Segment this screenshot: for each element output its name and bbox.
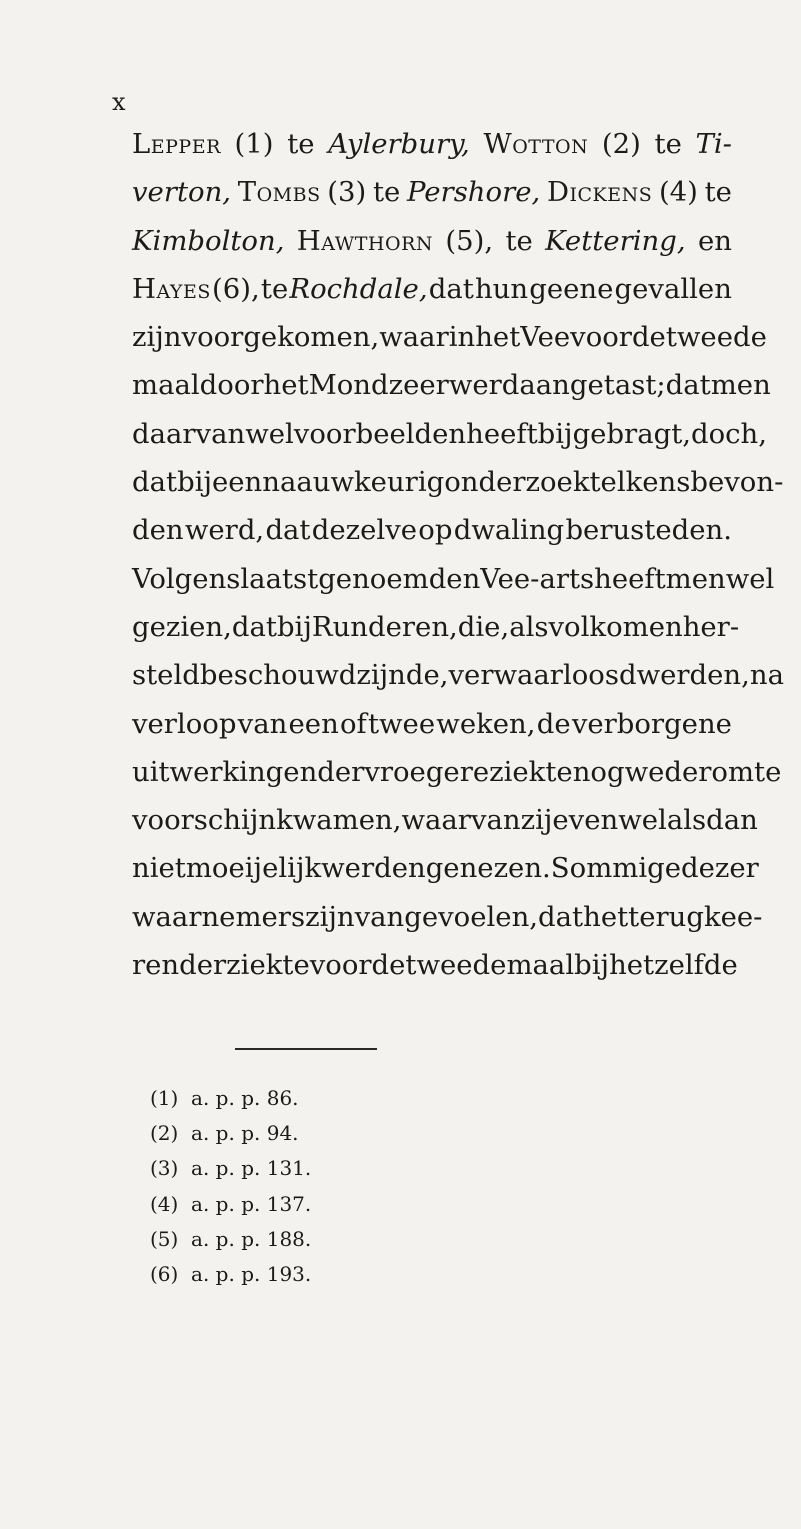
text-line [132,506,732,554]
word: of [340,707,367,740]
word: te [754,755,782,788]
word: naauwkeurig [262,466,445,499]
word: werd, [184,514,265,547]
text-line [132,313,767,361]
place-name: verton, [132,176,232,209]
word: aangetast; [519,369,666,402]
text-line [132,168,732,216]
place-name: Rochdale, [289,272,428,305]
word: (2) [601,128,641,160]
place-name: Aylerbury, [328,128,470,160]
word: bijgebragt, [537,417,691,450]
word: men [710,369,771,402]
word: te [704,176,732,209]
word: der [317,755,365,788]
word: dat [665,369,711,402]
word: (3) [327,176,367,209]
word: voor [570,321,632,354]
word: de [536,707,571,740]
word: een [288,707,339,740]
footnote: (1) a. p. p. 86. [150,1086,299,1110]
body-text [132,120,784,989]
word: hun [474,272,529,305]
author-name: Hayes [132,272,211,305]
text-line [132,603,740,651]
word: alsdan [666,804,758,837]
word: te [260,272,289,305]
text-line [132,796,758,844]
word: dat [265,514,311,547]
word: ziekte [489,755,573,788]
word: ziekte [226,949,310,982]
word: telkens [589,466,691,499]
word: volkomen [548,610,683,643]
word: en [697,224,732,257]
word: voorbeelden [293,417,467,450]
word: wel [725,562,775,595]
text-line [132,217,732,265]
footnote: (3) a. p. p. 131. [150,1156,312,1181]
footnote: (2) a. p. p. 94. [150,1121,299,1146]
word: weken, [436,707,536,740]
word: hetzelfde [609,949,738,982]
word: het [475,321,521,354]
word: twee [367,707,436,740]
word: verwaarloosd [448,659,637,692]
word: op [418,514,453,547]
word: als [509,610,549,643]
author-name: Dickens [546,176,653,209]
word: beschouwd [199,659,357,692]
word: tweede [665,321,767,354]
author-name: Wotton [483,128,589,160]
word: (1) [234,128,274,160]
word: ren [132,949,180,982]
word: her- [682,610,740,643]
word: de [371,949,406,982]
text-line [132,893,763,941]
word: waarvan [401,804,521,837]
text-line [132,458,784,506]
place-name: Ti- [695,128,732,160]
word: bevon- [690,466,784,499]
word: niet [132,852,186,885]
word: der [179,949,227,982]
word: kwamen, [276,804,402,837]
word: dwaling [453,514,565,547]
word: den [132,514,184,547]
text-line [132,361,771,409]
word: onderzoek [444,466,590,499]
word: verborgene [571,707,732,740]
word: die, [457,610,510,643]
word: waarnemers [132,900,306,933]
footnote-separator [235,1048,377,1050]
word: na [749,659,784,692]
word: voorschijn [132,804,277,837]
word: laatstgenoemden [240,562,481,595]
text-line [132,844,759,892]
word: (5), [445,224,494,257]
word: dezer [681,852,759,885]
word: zijnde, [356,659,449,692]
text-line [132,651,784,699]
word: doch, [691,417,768,450]
word: maal [132,369,200,402]
word: gevoelen, [404,900,539,933]
word: de [631,321,666,354]
word: waarin [379,321,476,354]
word: evenwel [552,804,667,837]
word: werden [321,852,426,885]
word: te [287,128,315,160]
place-name: Pershore, [407,176,541,209]
word: bij [574,949,610,982]
word: verloop [132,707,237,740]
word: steld [132,659,200,692]
word: vroegere [364,755,490,788]
word: te [505,224,533,257]
word: geene [529,272,614,305]
word: dat [428,272,474,305]
page-folio: x [112,88,127,116]
text-line [132,555,775,603]
word: te [654,128,682,160]
word: maal [506,949,575,982]
word: daarvan [132,417,246,450]
text-line [132,120,732,168]
word: door [199,369,264,402]
word: men [665,562,726,595]
word: Volgens [132,562,241,595]
word: terugkee- [628,900,763,933]
word: Mondzeer [308,369,449,402]
word: wederom [624,755,755,788]
word: (6), [212,272,260,305]
word: dezelve [311,514,418,547]
word: heeft [466,417,538,450]
word: wel [245,417,294,450]
word: berusteden. [565,514,732,547]
text-line [132,941,738,989]
word: werden, [636,659,750,692]
word: nog [572,755,625,788]
word: bij [177,466,212,499]
text-line [132,265,732,313]
word: gezien, [132,610,232,643]
footnotes [150,1081,311,1292]
word: zij [520,804,553,837]
word: van [354,900,405,933]
word: (4) [658,176,698,209]
word: dat [132,466,178,499]
footnote: (4) a. p. p. 137. [150,1191,312,1216]
word: een [212,466,263,499]
place-name: Kimbolton, [132,224,285,257]
author-name: Hawthorn [296,224,434,257]
text-line [132,748,782,796]
word: te [372,176,401,209]
author-name: Tombs [237,176,321,209]
word: bij [276,610,312,643]
place-name: Kettering, [545,224,686,257]
word: zijn [305,900,355,933]
word: het [583,900,629,933]
word: heeft [594,562,666,595]
word: werd [448,369,520,402]
word: het [263,369,309,402]
word: uitwerkingen [132,755,318,788]
word: zijn [132,321,182,354]
text-line [132,410,768,458]
word: voorgekomen, [181,321,380,354]
word: dat [538,900,584,933]
text-line [132,700,732,748]
word: voor [309,949,372,982]
footnote: (6) a. p. p. 193. [150,1262,312,1287]
word: dat [231,610,277,643]
word: gevallen [614,272,732,305]
footnote: (5) a. p. p. 188. [150,1226,312,1251]
word: genezen. [425,852,551,885]
word: van [237,707,288,740]
word: Runderen, [311,610,458,643]
word: Vee [520,321,571,354]
word: tweede [405,949,507,982]
word: Sommige [550,852,682,885]
word: moeijelijk [185,852,322,885]
word: Vee-arts [480,562,595,595]
author-name: Lepper [132,128,221,160]
